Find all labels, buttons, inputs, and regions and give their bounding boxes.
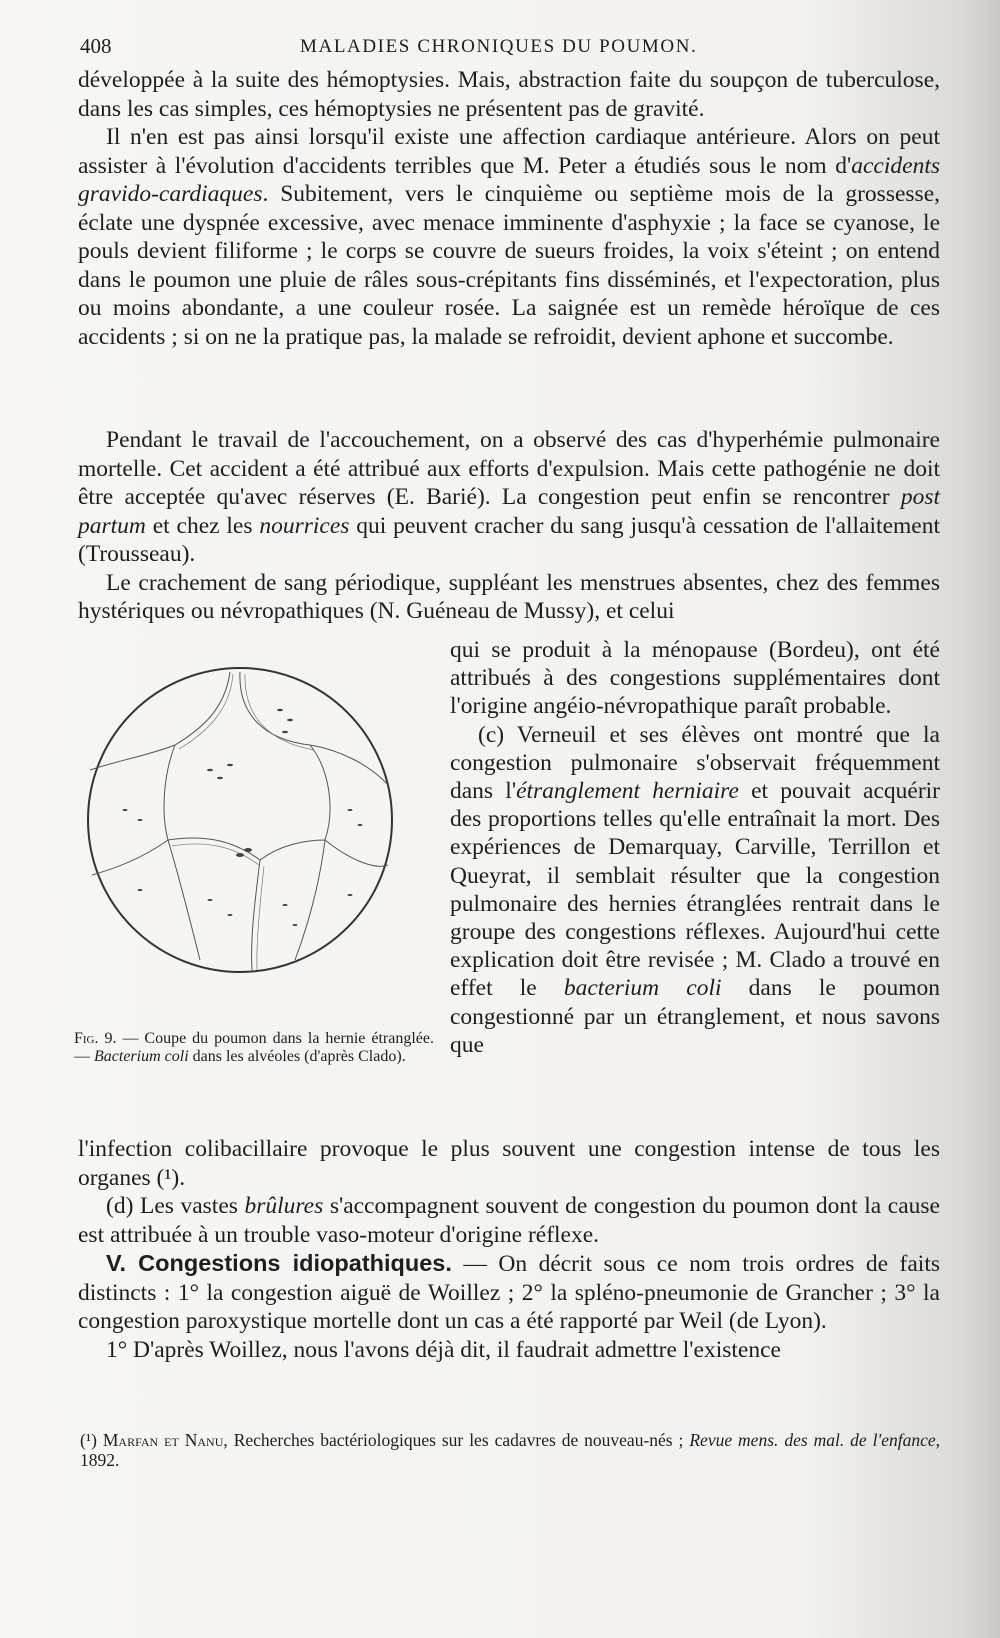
text-run: (d) Les vastes [106, 1193, 245, 1219]
italic-term: étranglement herniaire [516, 778, 739, 805]
page-number: 408 [80, 34, 112, 58]
footnote [80, 1430, 940, 1470]
body-text-middle [78, 426, 940, 626]
paragraph: 1° D'après Woillez, nous l'avons déjà dit, il faudrait admettre l'existence [106, 1336, 781, 1363]
caption-text [74, 1030, 434, 1066]
text-run: . Subitement, vers le cinquième ou septième mois de la grossesse, éclate une dyspnée excessive, avec menace imminente d'asphyxie ; la face se cyanose, le pouls devient filiforme ; le corps se couvre de sueurs froides, la voix s'éteint ; on entend dans le poumon une pluie de râles sous-crépitants fins disséminés, et l'expectoration, plus ou moins abondante, a une couleur rosée. La saignée est un remède héroïque de ces accidents ; si on ne la pratique pas, la malade se refroidit, devient aphone et succombe. [78, 181, 940, 350]
text-run: dans le poumon congestionné par un étranglement, et nous savons que [450, 975, 941, 1058]
paragraph: qui se produit à la ménopause (Bordeu), ont été attribués à des congestions supplémentaires dont l'origine angéio-névropathique paraît probable. [450, 637, 940, 720]
paragraph [78, 1249, 940, 1336]
text-run: dans les alvéoles (d'après Clado). [188, 1048, 406, 1065]
italic-term: Bacterium coli [94, 1048, 189, 1065]
section-heading: V. Congestions idiopathiques. [106, 1250, 452, 1276]
text-run: , 1892. [80, 1430, 940, 1470]
text-run: , Recherches bactériologiques sur les cadavres de nouveau-nés ; [223, 1430, 684, 1450]
paragraph [78, 1192, 940, 1249]
italic-term: accidents gravido-cardiaques [78, 152, 940, 207]
text-run: Il n'en est pas ainsi lorsqu'il existe une affection cardiaque antérieure. Alors on peut assister à l'évolution d'accidents terribles que M. Peter a étudiés sous le nom d' [78, 124, 940, 179]
body-text-bottom [78, 1135, 940, 1364]
text-run: (c) Verneuil et ses élèves ont montré que la congestion pulmonaire s'observait fréquemment dans l' [450, 721, 940, 805]
text-run: et chez les [145, 512, 260, 539]
page-header [80, 34, 950, 64]
italic-term: brûlures [244, 1193, 324, 1219]
caption-label: Fig. 9. [74, 1030, 117, 1047]
footnote-text [80, 1430, 940, 1470]
text-run: — Coupe du poumon dans la hernie étranglée. — [74, 1030, 434, 1065]
lung-section-figure [80, 660, 430, 980]
paragraph: l'infection colibacillaire provoque le plus souvent une congestion intense de tous les organes (¹). [78, 1136, 940, 1191]
italic-term: nourrices [259, 512, 350, 539]
italic-term: bacterium coli [563, 975, 722, 1002]
paragraph [78, 426, 940, 569]
text-run: qui peuvent cracher du sang jusqu'à cessation de l'allaitement (Trousseau). [78, 512, 940, 567]
text-run: et pouvait acquérir des proportions telles qu'elle entraînait la mort. Des expériences de Demarquay, Carville, Terrillon et Queyrat, il semblait résulter que la congestion pulmonaire des hernies étranglées rentrait dans le groupe des congestions réflexes. Aujourd'hui cette explication doit être revisée ; M. Clado a trouvé en effet le [450, 778, 940, 1002]
paragraph [450, 721, 940, 1059]
text-run: Pendant le travail de l'accouchement, on a observé des cas d'hyperhémie pulmonaire mortelle. Cet accident a été attribué aux efforts d'expulsion. Mais cette pathogénie ne doit être acceptée qu'avec réserves (E. Barié). La congestion peut enfin se rencontrer [78, 427, 940, 510]
paragraph [78, 123, 940, 351]
italic-term: post partum [78, 484, 940, 539]
italic-term: Revue mens. des mal. de l'enfance [689, 1430, 936, 1450]
microscope-illustration [80, 660, 400, 980]
paragraph: Le crachement de sang périodique, suppléant les menstrues absentes, chez des femmes hystériques ou névropathiques (N. Guéneau de Mussy), et celui [78, 569, 940, 624]
body-text-top [78, 66, 940, 351]
running-title: MALADIES CHRONIQUES DU POUMON. [300, 36, 698, 57]
body-text-beside-figure [450, 636, 940, 1059]
text-run: — On décrit sous ce nom trois ordres de faits distincts : 1° la congestion aiguë de Woillez ; 2° la spléno-pneumonie de Grancher ; 3° la congestion paroxystique mortelle dont un cas a été rapporté par Weil (de Lyon). [78, 1251, 940, 1334]
footnote-authors: Marfan et Nanu [102, 1430, 224, 1450]
text-run: s'accompagnent souvent de congestion du poumon dont la cause est attribuée à un trouble vaso-moteur d'origine réflexe. [78, 1193, 940, 1248]
paragraph: développée à la suite des hémoptysies. Mais, abstraction faite du soupçon de tuberculose, dans les cas simples, ces hémoptysies ne présentent pas de gravité. [78, 67, 940, 122]
footnote-marker: (¹) [80, 1430, 97, 1450]
figure-caption [74, 1030, 434, 1066]
